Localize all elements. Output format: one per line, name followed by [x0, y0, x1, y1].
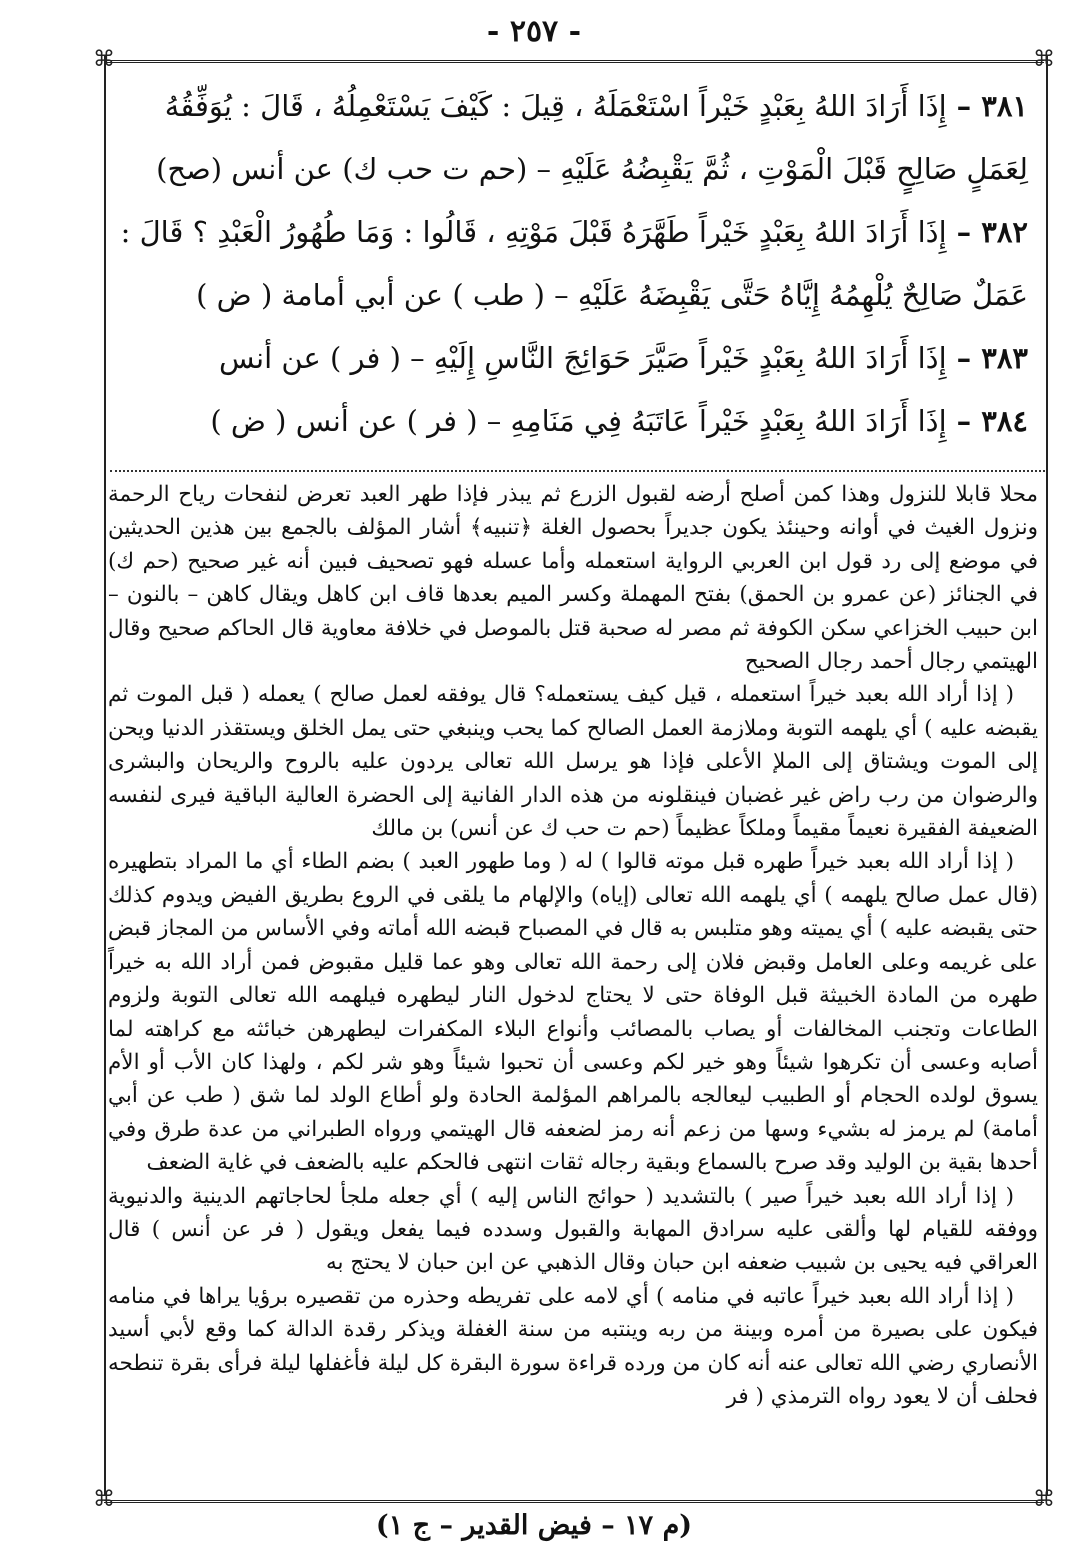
- corner-ornament-icon: ⌘: [93, 1487, 115, 1512]
- commentary-paragraph: ( إذا أراد الله بعبد خيراً صير ) بالتشديد ( حوائج الناس إليه ) أي جعله ملجأ لحاجاتهم الدينية والدنيوية ووفقه للقيام لها وألقى عليه سرادق المهابة والقبول وسدده فيما يفعل ويقول ( فر عن أنس ) قال العراقي فيه يحيى بن شبيب ضعفه ابن حبان وقال الذهبي عن ابن حبان لا يحتج به: [108, 1183, 1038, 1276]
- commentary-paragraph: ( إذا أراد الله بعبد خيراً استعمله ، قيل كيف يستعمله؟ قال يوفقه لعمل صالح ) يعمله ( قبل الموت ثم يقبضه عليه ) أي يلهمه التوبة وملازمة العمل الصالح كما يحب وينبغي حتى يمل الخلق ويستقذر الدنيا ويحن إلى الموت ويشتاق إلى الملإ الأعلى فإذا هو يرسل الله تعالى يردون عليه بالروح والريحان والبشرى والرضوان من رب راض غير غضبان فينقلونه من هذه الدار الفانية إلى الحضرة العالية الباقية فيرى لنفسه الضعيفة الفقيرة نعيماً مقيماً وملكاً عظيماً (حم ت حب ك عن أنس) بن مالك: [108, 682, 1038, 842]
- hadith-text: إِذَا أَرَادَ اللهُ بِعَبْدٍ خَيْراً طَهَّرَهُ قَبْلَ مَوْتِهِ ، قَالُوا : وَمَا طُهُورُ الْعَبْدِ ؟ قَالَ : عَمَلٌ صَالِحٌ يُلْهِمُهُ إِيَّاهُ حَتَّى يَقْبِضَهُ عَلَيْهِ – ( طب ) عن أبي أمامة ( ض ): [120, 215, 1028, 312]
- commentary-paragraph: محلا قابلا للنزول وهذا كمن أصلح أرضه لقبول الزرع ثم يبذر فإذا طهر العبد تعرض لنفحات رياح الرحمة ونزول الغيث في أوانه وحينئذ يكون جديراً بحصول الغلة ﴿تنبيه﴾ أشار المؤلف بالجمع بين هذين الحديثين في موضع إلى رد قول ابن العربي الرواية استعمله وأما عسله فهو تصحيف فبين أنه غير صحيح (حم ك) في الجنائز (عن عمرو بن الحمق) بفتح المهملة وكسر الميم بعدها قاف ابن كاهل ويقال كاهن – بالنون – ابن حبيب الخزاعي سكن الكوفة ثم مصر له صحبة قتل بالموصل في خلافة معاوية قال الحاكم صحيح وقال الهيتمي رجال أحمد رجال الصحيح: [108, 482, 1038, 675]
- hadith-number: ٣٨٣ –: [956, 341, 1028, 375]
- hadith-entry: [98, 390, 1028, 453]
- hadith-entry: [98, 327, 1028, 390]
- hadith-entry: [98, 75, 1028, 201]
- commentary-paragraph: ( إذا أراد الله بعبد خيراً طهره قبل موته قالوا ) له ( وما طهور العبد ) بضم الطاء أي ما المراد بتطهيره (قال عمل صالح يلهمه ) أي يلهمه الله تعالى (إياه) والإلهام ما يلقى في الروع بطريق الفيض ويدوم كذلك حتى يقبضه عليه ) أي يميته وهو متلبس به قال في المصباح قبضه الله أماته وفي الأساس من المجاز قبض على غريمه وعلى العامل وقبض فلان إلى رحمة الله تعالى وهو عما قليل مقبوض فمن أراد الله به خيراً طهره من المادة الخبيثة قبل الوفاة حتى لا يحتاج لدخول النار ليطهره فيلهمه الله تعالى التوبة ولزوم الطاعات وتجنب المخالفات أو يصاب بالمصائب وأنواع البلاء المكفرات ليطهرهن خبائثه مع كراهته لما أصابه وعسى أن تكرهوا شيئاً وهو خير لكم وعسى أن تحبوا شيئاً وهو شر لكم ، ولهذا كان الأب أو الأم يسوق لولده الحجام أو الطبيب ليعالجه بالمراهم المؤلمة الحادة ولو أطاع الولد لما شق ( طب عن أبي أمامة) لم يرمز له بشيء وسها من زعم أنه رمز لضعفه قال الهيتمي ورواه الطبراني من عدة طرق وفي أحدها بقية بن الوليد وقد صرح بالسماع وبقية رجاله ثقات انتهى فالحكم عليه بالضعف في غاية الضعف: [108, 849, 1038, 1176]
- hadith-text: إِذَا أَرَادَ اللهُ بِعَبْدٍ خَيْراً صَيَّرَ حَوَائِجَ النَّاسِ إِلَيْهِ – ( فر ) عن أنس: [219, 341, 947, 375]
- corner-ornament-icon: ⌘: [1033, 1487, 1055, 1512]
- commentary-section: [108, 478, 1038, 1413]
- hadith-text: إِذَا أَرَادَ اللهُ بِعَبْدٍ خَيْراً اسْتَعْمَلَهُ ، قِيلَ : كَيْفَ يَسْتَعْمِلُهُ ، قَالَ : يُوَفِّقُهُ لِعَمَلٍ صَالِحٍ قَبْلَ الْمَوْتِ ، ثُمَّ يَقْبِضُهُ عَلَيْهِ – (حم ت حب ك) عن أنس (صح): [156, 89, 1028, 186]
- hadith-number: ٣٨٢ –: [956, 215, 1028, 249]
- page-number: - ٢٥٧ -: [486, 14, 582, 49]
- footer-signature: (م ١٧ – فيض القدير – ج ١): [375, 1510, 693, 1541]
- hadith-text: إِذَا أَرَادَ اللهُ بِعَبْدٍ خَيْراً عَاتَبَهُ فِي مَنَامِهِ – ( فر ) عن أنس ( ض ): [210, 404, 947, 438]
- frame-top-rule: [104, 60, 1044, 63]
- commentary-paragraph: ( إذا أراد الله بعبد خيراً عاتبه في منامه ) أي لامه على تفريطه وحذره من تقصيره برؤيا يراها في منامه فيكون على بصيرة من أمره وبينة من ربه وينتبه من سنة الغفلة ويذكر رقدة الدالة كما وقع لأبي أسيد الأنصاري رضي الله تعالى عنه أنه كان من ورده قراءة سورة البقرة كل ليلة فأغفلها ليلة فرأى بقرة تنطحه فحلف أن لا يعود رواه الترمذي ( فر: [108, 1283, 1038, 1409]
- hadith-number: ٣٨٤ –: [956, 404, 1028, 438]
- hadith-list: [98, 75, 1028, 453]
- section-divider: [110, 470, 1045, 472]
- hadith-number: ٣٨١ –: [956, 89, 1028, 123]
- frame-bottom-rule: [104, 1500, 1044, 1503]
- hadith-entry: [98, 201, 1028, 327]
- corner-ornament-icon: ⌘: [93, 47, 115, 72]
- corner-ornament-icon: ⌘: [1033, 47, 1055, 72]
